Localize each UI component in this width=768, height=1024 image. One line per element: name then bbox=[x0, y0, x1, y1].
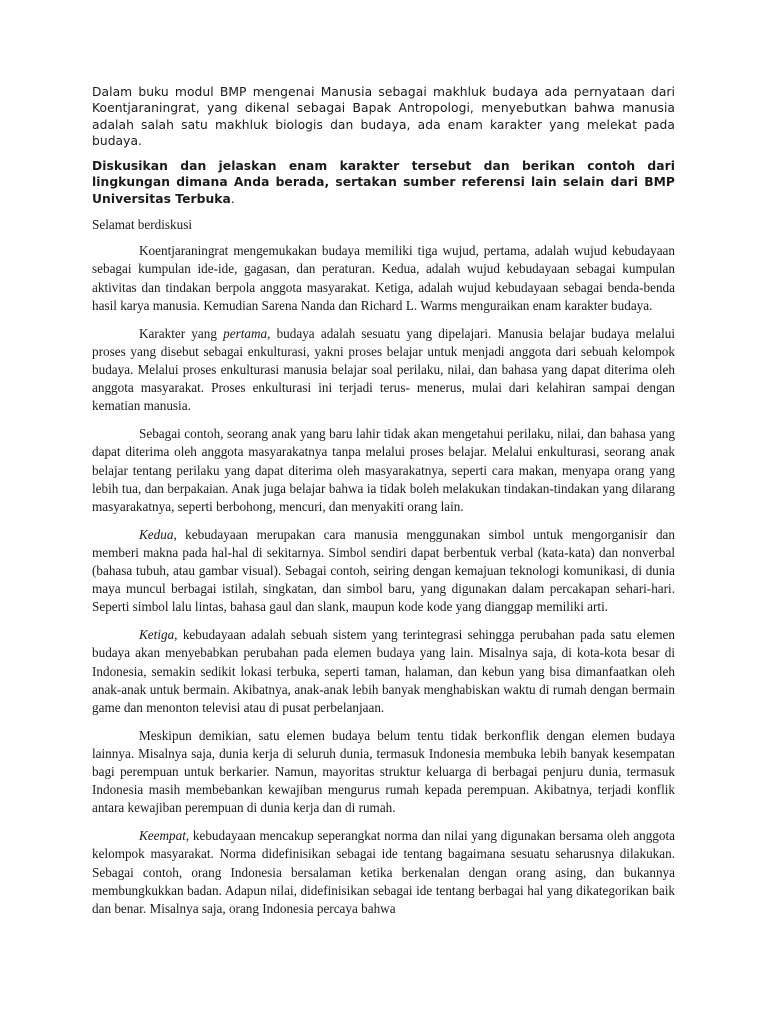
body-paragraph bbox=[92, 425, 675, 516]
paragraph-text: Meskipun demikian, satu elemen budaya belum tentu tidak berkonflik dengan elemen budaya lainnya. Misalnya saja, dunia kerja di seluruh dunia, termasuk Indonesia membuka lebih banyak kesempatan bagi perempuan untuk berkarier. Namun, mayoritas struktur keluarga di berbagai penjuru dunia, termasuk Indonesia masih membebankan kewajiban mengurus rumah kepada perempuan. Akibatnya, terjadi konflik antara kewajiban perempuan di dunia kerja dan di rumah. bbox=[92, 727, 675, 816]
paragraph-prefix: Karakter yang bbox=[139, 325, 224, 341]
paragraph-text: , kebudayaan merupakan cara manusia menggunakan simbol untuk mengorganisir dan memberi makna pada hal-hal di sekitarnya. Simbol sendiri dapat berbentuk verbal (kata-kata) dan nonverbal (bahasa tubuh, atau gambar visual). Sebagai contoh, seiring dengan kemajuan teknologi komunikasi, di dunia maya muncul berbagai istilah, singkatan, dan simbol baru, yang digunakan dalam percakapan sehari-hari. Seperti simbol lalu lintas, bahasa gaul dan slank, maupun kode kode yang dianggap memiliki arti. bbox=[92, 526, 675, 615]
document-page bbox=[92, 84, 675, 918]
body-paragraph bbox=[92, 526, 675, 617]
paragraph-text: budaya adalah sesuatu yang dipelajari. Manusia belajar budaya melalui proses yang disebut sebagai enkulturasi, yakni proses belajar untuk menjadi anggota dari sebuah kelompok budaya. Melalui proses enkulturasi manusia belajar soal perilaku, nilai, dan bahasa yang dapat diterima oleh anggota masyarakat. Proses enkulturasi ini terjadi terus- menerus, mulai dari kelahiran sampai dengan kematian manusia. bbox=[92, 325, 675, 414]
discussion-question bbox=[92, 158, 675, 207]
question-text: Diskusikan dan jelaskan enam karakter tersebut dan berikan contoh dari lingkungan dimana Anda berada, sertakan sumber referensi lain selain dari BMP Universitas Terbuka bbox=[92, 159, 675, 206]
paragraph-lead: Keempat, bbox=[139, 828, 190, 844]
paragraph-text: Sebagai contoh, seorang anak yang baru lahir tidak akan mengetahui perilaku, nilai, dan bahasa yang dapat diterima oleh anggota masyarakatnya tanpa melalui proses belajar. Melalui enkulturasi, seorang anak belajar tentang perilaku yang dapat diterima oleh masyarakatnya, seperti cara makan, menyapa orang yang lebih tua, dan berpakaian. Anak juga belajar bahwa ia tidak boleh melakukan tindakan-tindakan yang dilarang masyarakatnya, seperti berbohong, mencuri, dan menyakiti orang lain. bbox=[92, 426, 675, 514]
greeting: Selamat berdiskusi bbox=[92, 217, 192, 233]
paragraph-lead: Kedua bbox=[139, 526, 174, 542]
paragraph-lead: pertama, bbox=[223, 325, 271, 341]
question-end: . bbox=[230, 191, 235, 206]
body-paragraph bbox=[92, 727, 675, 818]
body-paragraph bbox=[92, 242, 675, 315]
body-paragraph bbox=[92, 325, 675, 416]
body-paragraph bbox=[92, 626, 675, 717]
paragraph-text: , kebudayaan adalah sebuah sistem yang terintegrasi sehingga perubahan pada satu elemen budaya akan menyebabkan perubahan pada elemen budaya yang lain. Misalnya saja, di kota-kota besar di Indonesia, semakin sedikit lokasi terbuka, seperti taman, halaman, dan kebun yang bisa dimanfaatkan oleh anak-anak untuk bermain. Akibatnya, anak-anak lebih banyak menghabiskan waktu di rumah dengan bermain game dan menonton televisi atau di pusat perbelanjaan. bbox=[92, 627, 675, 715]
body-paragraph bbox=[92, 827, 675, 918]
intro-paragraph: Dalam buku modul BMP mengenai Manusia sebagai makhluk budaya ada pernyataan dari Koentjaraningrat, yang dikenal sebagai Bapak Antropologi, menyebutkan bahwa manusia adalah salah satu makhluk biologis dan budaya, ada enam karakter yang melekat pada budaya. bbox=[92, 85, 675, 148]
paragraph-text: Koentjaraningrat mengemukakan budaya memiliki tiga wujud, pertama, adalah wujud kebudayaan sebagai kumpulan ide-ide, gagasan, dan peraturan. Kedua, adalah wujud kebudayaan sebagai kumpulan aktivitas dan tindakan berpola anggota masyarakat. Ketiga, adalah wujud kebudayaan sebagai benda-benda hasil karya manusia. Kemudian Sarena Nanda dan Richard L. Warms menguraikan enam karakter budaya. bbox=[92, 243, 675, 313]
paragraph-lead: Ketiga bbox=[139, 627, 175, 643]
paragraph-text: kebudayaan mencakup seperangkat norma dan nilai yang digunakan bersama oleh anggota kelompok masyarakat. Norma didefinisikan sebagai ide tentang bagaimana sesuatu seharusnya dilakukan. Sebagai contoh, orang Indonesia bersalaman ketika berkenalan dengan orang asing, dan bukannya membungkukkan badan. Adapun nilai, didefinisikan sebagai ide tentang berbagai hal yang dikategorikan baik dan benar. Misalnya saja, orang Indonesia percaya bahwa bbox=[92, 828, 675, 916]
